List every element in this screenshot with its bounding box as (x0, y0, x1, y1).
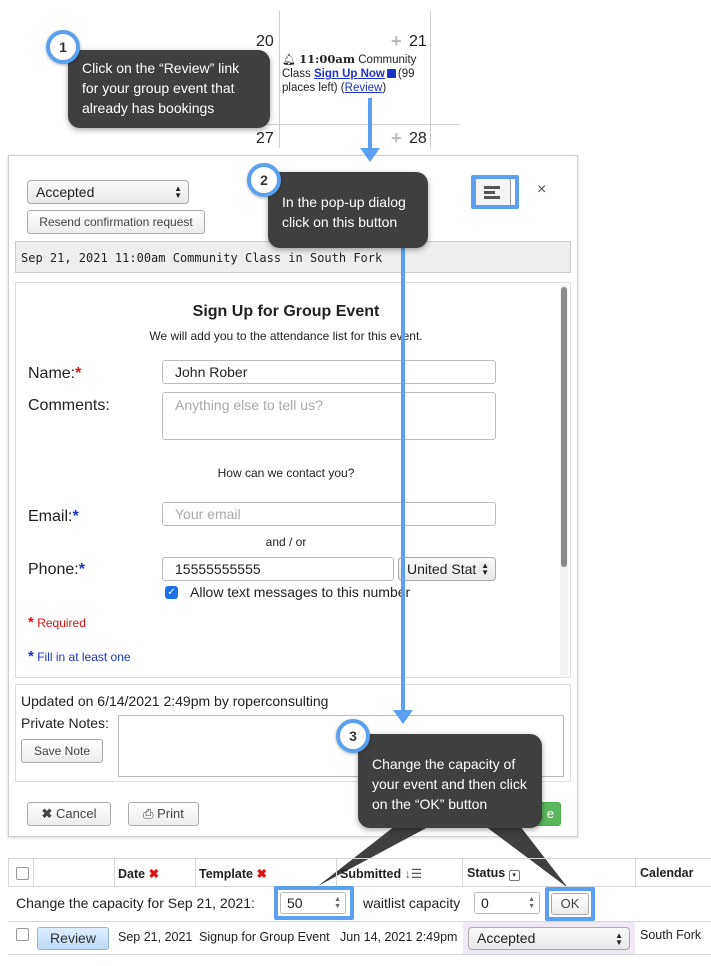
highlight-capacity-settings-button (471, 175, 519, 209)
header-submitted[interactable]: Submitted ↓☰ (340, 867, 423, 881)
table-rule (8, 886, 711, 887)
country-select-value: United Stat (407, 561, 477, 577)
select-all-checkbox[interactable] (16, 867, 29, 880)
fill-one-note: * Fill in at least one (28, 648, 131, 665)
event-time: 11:00am (299, 52, 356, 66)
table-rule (635, 858, 636, 886)
capacity-value: 50 (287, 895, 303, 911)
step2-badge: 2 (247, 163, 281, 197)
callout-step1: Click on the “Review” link for your group event that already has bookings (68, 50, 270, 128)
calendar-event: 🔔︎ 11:00am Community Class Sign Up Now (99 places left) (Review) (282, 52, 417, 94)
table-rule (462, 858, 463, 886)
calendar-day-21: 21 (409, 33, 427, 50)
sign-up-now-link[interactable]: Sign Up Now (313, 68, 385, 80)
row-status-value: Accepted (477, 930, 536, 946)
comments-label: Comments: (28, 397, 110, 414)
table-rule (8, 858, 9, 886)
arrowhead-step2 (393, 710, 413, 724)
save-button[interactable]: e (509, 802, 561, 826)
and-or-text: and / or (265, 535, 307, 549)
add-event-icon[interactable]: + (391, 128, 402, 148)
row-checkbox[interactable] (16, 928, 29, 941)
highlight-ok-button (545, 887, 595, 921)
resend-confirmation-button[interactable]: Resend confirmation request (27, 210, 205, 234)
step1-badge: 1 (46, 30, 80, 64)
phone-label: Phone:* (28, 561, 85, 578)
name-label: Name:* (28, 365, 82, 382)
filter-dropdown-icon: ▾ (509, 870, 520, 881)
stepper-icon: ▲ ▼ (528, 896, 535, 910)
event-name: Community (358, 54, 417, 66)
capacity-label: Change the capacity for Sep 21, 2021: (16, 895, 255, 911)
highlight-capacity-input (274, 886, 354, 920)
email-label: Email:* (28, 508, 79, 525)
table-rule (33, 858, 34, 886)
add-event-icon[interactable]: + (391, 31, 402, 51)
table-rule (195, 858, 196, 886)
updated-text: Updated on 6/14/2021 2:49pm by roperconsulting (21, 693, 329, 709)
phone-input[interactable]: 15555555555 (162, 557, 394, 581)
select-arrows-icon: ▲ ▼ (615, 930, 623, 947)
cancel-label: Cancel (56, 806, 97, 821)
contact-prompt: How can we contact you? (217, 466, 355, 480)
step3-badge: 3 (336, 719, 370, 753)
waitlist-capacity-input[interactable] (474, 892, 540, 914)
event-summary-bar: Sep 21, 2021 11:00am Community Class in South Fork (15, 241, 571, 273)
waitlist-label: waitlist capacity (363, 895, 461, 911)
row-submitted: Jun 14, 2021 2:49pm (340, 930, 458, 944)
review-button[interactable]: Review (37, 927, 109, 950)
calendar-day-20: 20 (256, 33, 274, 50)
email-input[interactable]: Your email (162, 502, 496, 526)
bell-icon: 🔔︎ (282, 54, 296, 66)
header-status[interactable]: Status ▾ (467, 866, 520, 881)
event-name-cont: Class (282, 68, 311, 80)
places-left: (99 (397, 68, 415, 80)
table-rule (8, 954, 711, 955)
header-template[interactable]: Template ✖ (199, 867, 267, 881)
private-notes-label: Private Notes: (21, 715, 109, 731)
ok-button[interactable]: OK (551, 893, 589, 915)
callout-step2: In the pop-up dialog click on this button (268, 172, 428, 248)
select-arrows-icon: ▲ ▼ (481, 561, 489, 577)
form-title: Sign Up for Group Event (192, 303, 380, 320)
table-rule (336, 858, 337, 886)
allow-text-checkbox[interactable]: ✓ (165, 586, 178, 599)
row-calendar: South Fork (640, 928, 702, 942)
arrowhead-step1 (360, 148, 380, 162)
callout-step3: Change the capacity of your event and then click on the “OK” button (358, 734, 542, 828)
printer-icon: ⎙ (143, 806, 154, 821)
comments-textarea[interactable]: Anything else to tell us? (162, 392, 496, 440)
form-subtitle: We will add you to the attendance list for this event. (149, 329, 423, 343)
print-label: Print (157, 806, 184, 821)
table-rule (114, 858, 115, 886)
required-note: * Required (28, 614, 86, 631)
allow-text-label: Allow text messages to this number (190, 584, 411, 600)
row-template: Signup for Group Event (199, 930, 330, 944)
calendar-day-28: 28 (409, 130, 427, 147)
places-left-cont: places left) (282, 82, 338, 94)
calendar-day-27: 27 (256, 130, 274, 147)
status-select-value: Accepted (36, 184, 95, 200)
remove-column-icon: ✖ (256, 867, 267, 881)
close-x-icon: ✖ (41, 806, 53, 821)
remove-column-icon: ✖ (148, 867, 160, 881)
stepper-icon: ▲ ▼ (334, 896, 341, 910)
review-link[interactable]: Review (344, 82, 383, 94)
row-status-select[interactable] (468, 927, 630, 950)
row-date: Sep 21, 2021 (118, 930, 193, 944)
name-input[interactable]: John Rober (162, 360, 496, 384)
sort-desc-icon: ↓☰ (404, 867, 423, 881)
waitlist-value: 0 (481, 895, 489, 911)
select-arrows-icon: ▲ ▼ (174, 184, 182, 200)
save-note-button[interactable]: Save Note (21, 739, 103, 763)
close-icon[interactable]: × (537, 181, 547, 198)
header-date[interactable]: Date ✖ (118, 867, 160, 881)
header-calendar[interactable]: Calendar (640, 866, 694, 880)
